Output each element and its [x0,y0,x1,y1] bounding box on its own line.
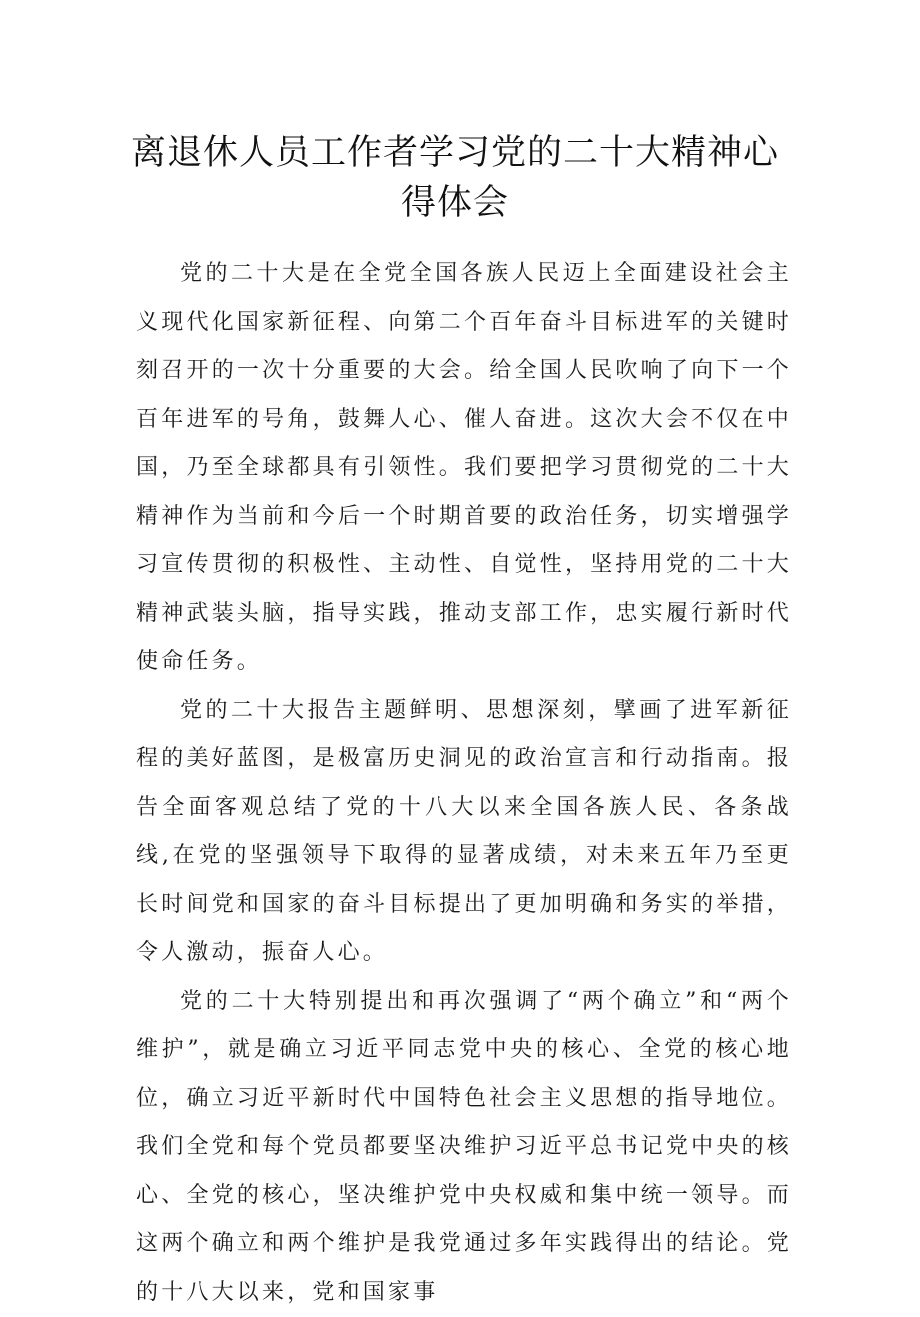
document-title [100,128,810,228]
paragraph-3: 党的二十大特别提出和再次强调了“两个确立”和“两个维护”，就是确立习近平同志党中央的核心、全党的核心地位，确立习近平新时代中国特色社会主义思想的指导地位。我们全党和每个党员都要坚决维护习近平总书记党中央的核心、全党的核心，坚决维护党中央权威和集中统一领导。而这两个确立和两个维护是我党通过多年实践得出的结论。党的十八大以来，党和国家事 [136,978,792,1317]
paragraph-2: 党的二十大报告主题鲜明、思想深刻，擘画了进军新征程的美好蓝图，是极富历史洞见的政治宣言和行动指南。报告全面客观总结了党的十八大以来全国各族人民、各条战线,在党的坚强领导下取得的显著成绩，对未来五年乃至更长时间党和国家的奋斗目标提出了更加明确和务实的举措，令人激动，振奋人心。 [136,687,792,978]
title-line-1: 离退休人员工作者学习党的二十大精神心 [100,128,810,178]
title-line-2: 得体会 [100,178,810,228]
paragraph-1: 党的二十大是在全党全国各族人民迈上全面建设社会主义现代化国家新征程、向第二个百年奋斗目标进军的关键时刻召开的一次十分重要的大会。给全国人民吹响了向下一个百年进军的号角，鼓舞人心、催人奋进。这次大会不仅在中国，乃至全球都具有引领性。我们要把学习贯彻党的二十大精神作为当前和今后一个时期首要的政治任务，切实增强学习宣传贯彻的积极性、主动性、自觉性，坚持用党的二十大精神武装头脑，指导实践，推动支部工作，忠实履行新时代使命任务。 [136,250,792,687]
document-body [136,250,792,1317]
